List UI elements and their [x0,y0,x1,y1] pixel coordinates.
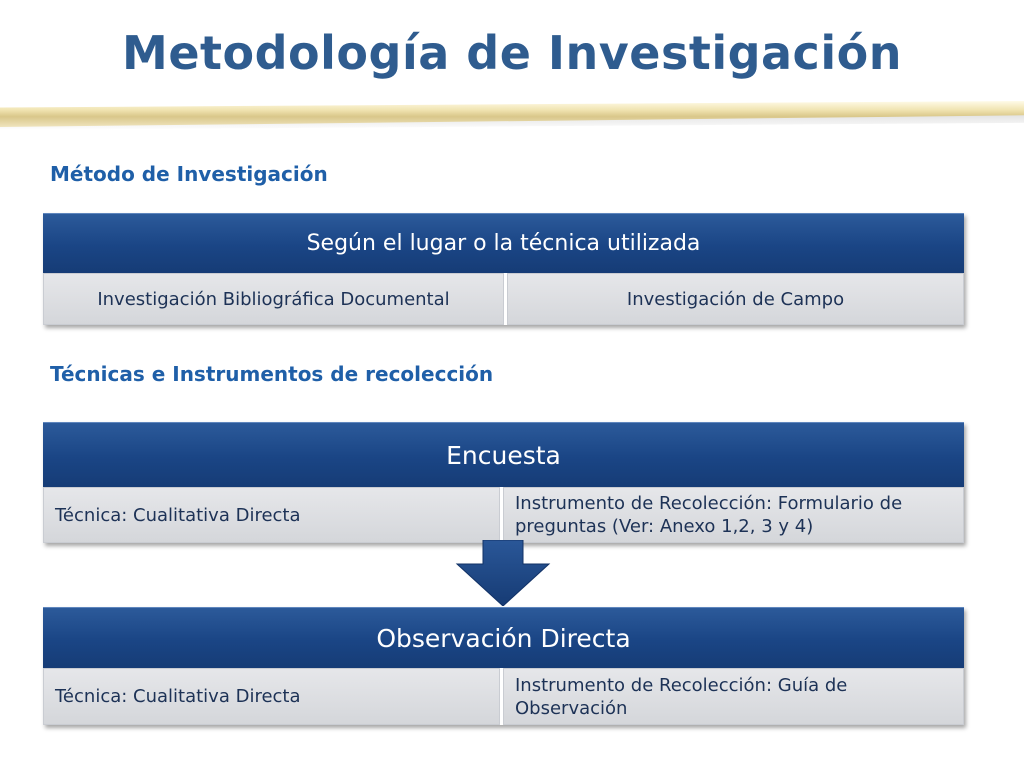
method-panel-row [43,273,964,325]
survey-technique: Técnica: Cualitativa Directa [43,487,500,543]
method-item-bibliographic: Investigación Bibliográfica Documental [43,273,504,325]
down-arrow-icon [455,540,551,606]
method-item-field: Investigación de Campo [507,273,964,325]
survey-panel-header: Encuesta [43,422,964,487]
method-panel [43,213,964,325]
section-label-method: Método de Investigación [50,162,328,186]
survey-panel [43,422,964,543]
slide-title: Metodología de Investigación [122,26,902,80]
survey-panel-row [43,487,964,543]
observation-technique: Técnica: Cualitativa Directa [43,668,500,725]
observation-panel-row [43,668,964,725]
survey-instrument: Instrumento de Recolección: Formulario de preguntas (Ver: Anexo 1,2, 3 y 4) [503,487,964,543]
observation-panel [43,607,964,725]
observation-instrument: Instrumento de Recolección: Guía de Observación [503,668,964,725]
method-panel-header: Según el lugar o la técnica utilizada [43,213,964,273]
observation-panel-header: Observación Directa [43,607,964,668]
section-label-techniques: Técnicas e Instrumentos de recolección [50,362,494,386]
